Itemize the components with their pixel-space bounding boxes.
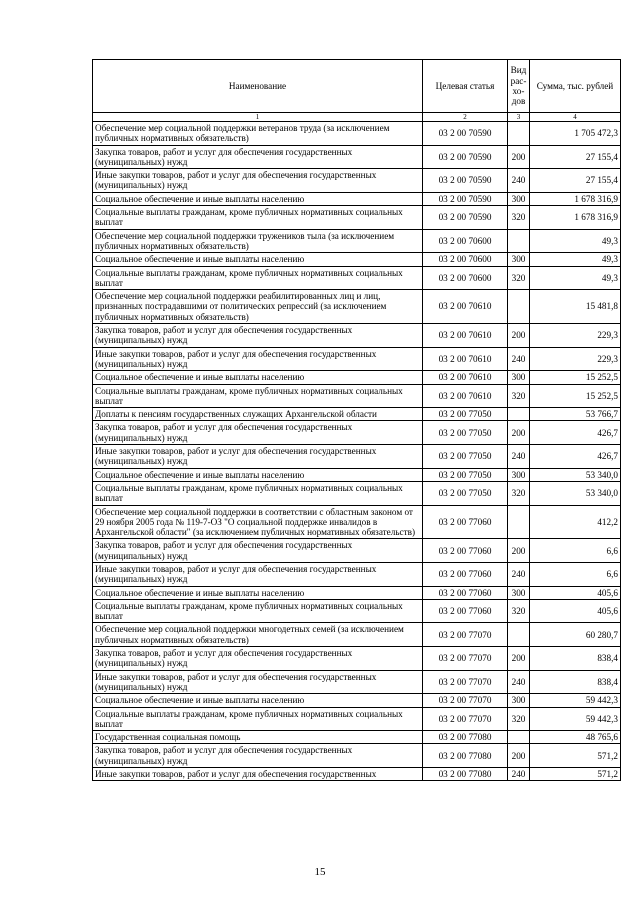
row-code: 03 2 00 70610 — [423, 324, 508, 348]
row-amount: 15 481,8 — [530, 290, 621, 324]
row-name: Социальное обеспечение и иные выплаты населению — [93, 694, 423, 707]
row-name: Обеспечение мер социальной поддержки многодетных семей (за исключением публичных нормативных обязательств) — [93, 623, 423, 647]
row-expense-type: 320 — [508, 206, 530, 230]
row-name: Социальные выплаты гражданам, кроме публичных нормативных социальных выплат — [93, 266, 423, 290]
row-code: 03 2 00 77050 — [423, 408, 508, 421]
table-row — [93, 408, 621, 421]
row-expense-type: 200 — [508, 324, 530, 348]
table-row — [93, 206, 621, 230]
row-expense-type — [508, 122, 530, 146]
table-row — [93, 670, 621, 694]
row-expense-type: 200 — [508, 145, 530, 169]
row-amount: 49,3 — [530, 229, 621, 253]
row-expense-type: 300 — [508, 192, 530, 205]
row-amount: 27 155,4 — [530, 169, 621, 193]
row-code: 03 2 00 77060 — [423, 505, 508, 539]
row-amount: 1 678 316,9 — [530, 192, 621, 205]
table-row — [93, 599, 621, 623]
row-name: Иные закупки товаров, работ и услуг для обеспечения государственных (муниципальных) нужд — [93, 347, 423, 371]
table-row — [93, 266, 621, 290]
table-row — [93, 229, 621, 253]
row-code: 03 2 00 70600 — [423, 253, 508, 266]
row-code: 03 2 00 70600 — [423, 229, 508, 253]
table-row — [93, 623, 621, 647]
row-code: 03 2 00 70590 — [423, 192, 508, 205]
row-expense-type: 300 — [508, 694, 530, 707]
row-expense-type: 240 — [508, 445, 530, 469]
row-amount: 53 340,0 — [530, 468, 621, 481]
row-name: Закупка товаров, работ и услуг для обеспечения государственных (муниципальных) нужд — [93, 647, 423, 671]
row-amount: 27 155,4 — [530, 145, 621, 169]
row-code: 03 2 00 77070 — [423, 670, 508, 694]
row-expense-type: 320 — [508, 599, 530, 623]
table-row — [93, 768, 621, 781]
row-code: 03 2 00 77060 — [423, 539, 508, 563]
row-expense-type — [508, 505, 530, 539]
row-name: Иные закупки товаров, работ и услуг для обеспечения государственных — [93, 768, 423, 781]
row-expense-type: 200 — [508, 539, 530, 563]
table-row — [93, 731, 621, 744]
table-row — [93, 192, 621, 205]
row-expense-type: 300 — [508, 468, 530, 481]
row-expense-type: 300 — [508, 586, 530, 599]
table-row — [93, 707, 621, 731]
row-name: Обеспечение мер социальной поддержки реабилитированных лиц и лиц, признанных пострадавшими от политических репрессий (за исключением публичных нормативных обязательств) — [93, 290, 423, 324]
row-amount: 15 252,5 — [530, 384, 621, 408]
row-expense-type: 240 — [508, 768, 530, 781]
row-code: 03 2 00 77060 — [423, 562, 508, 586]
row-name: Иные закупки товаров, работ и услуг для обеспечения государственных (муниципальных) нужд — [93, 445, 423, 469]
row-amount: 426,7 — [530, 421, 621, 445]
row-code: 03 2 00 70590 — [423, 145, 508, 169]
table-row — [93, 253, 621, 266]
row-code: 03 2 00 70600 — [423, 266, 508, 290]
header-code: Целевая статья — [423, 60, 508, 113]
table-row — [93, 505, 621, 539]
table-row — [93, 468, 621, 481]
row-expense-type: 240 — [508, 562, 530, 586]
row-name: Социальное обеспечение и иные выплаты населению — [93, 192, 423, 205]
header-expense-type: Вид рас-хо-дов — [508, 60, 530, 113]
row-amount: 49,3 — [530, 266, 621, 290]
row-amount: 838,4 — [530, 670, 621, 694]
row-expense-type — [508, 229, 530, 253]
column-number: 1 — [93, 113, 423, 122]
table-row — [93, 481, 621, 505]
table-row — [93, 744, 621, 768]
table-row — [93, 562, 621, 586]
row-expense-type: 320 — [508, 707, 530, 731]
row-amount: 412,2 — [530, 505, 621, 539]
row-code: 03 2 00 70590 — [423, 206, 508, 230]
row-expense-type: 200 — [508, 421, 530, 445]
row-code: 03 2 00 77080 — [423, 731, 508, 744]
row-amount: 59 442,3 — [530, 694, 621, 707]
row-code: 03 2 00 77050 — [423, 468, 508, 481]
budget-table — [92, 59, 621, 781]
row-expense-type — [508, 290, 530, 324]
row-code: 03 2 00 70610 — [423, 347, 508, 371]
table-row — [93, 347, 621, 371]
table-row — [93, 324, 621, 348]
row-name: Социальные выплаты гражданам, кроме публичных нормативных социальных выплат — [93, 206, 423, 230]
row-expense-type: 200 — [508, 647, 530, 671]
row-code: 03 2 00 77060 — [423, 586, 508, 599]
header-amount: Сумма, тыс. рублей — [530, 60, 621, 113]
row-code: 03 2 00 77070 — [423, 707, 508, 731]
row-amount: 6,6 — [530, 539, 621, 563]
table-row — [93, 122, 621, 146]
row-amount: 405,6 — [530, 586, 621, 599]
row-expense-type: 300 — [508, 371, 530, 384]
row-expense-type: 240 — [508, 169, 530, 193]
row-expense-type: 300 — [508, 253, 530, 266]
table-row — [93, 371, 621, 384]
row-name: Обеспечение мер социальной поддержки тружеников тыла (за исключением публичных нормативных обязательств) — [93, 229, 423, 253]
table-row — [93, 290, 621, 324]
row-code: 03 2 00 77060 — [423, 599, 508, 623]
row-amount: 571,2 — [530, 768, 621, 781]
row-expense-type: 200 — [508, 744, 530, 768]
row-expense-type: 240 — [508, 670, 530, 694]
row-expense-type: 320 — [508, 266, 530, 290]
row-name: Закупка товаров, работ и услуг для обеспечения государственных (муниципальных) нужд — [93, 421, 423, 445]
column-number: 2 — [423, 113, 508, 122]
table-body — [93, 60, 621, 781]
row-name: Социальные выплаты гражданам, кроме публичных нормативных социальных выплат — [93, 481, 423, 505]
row-expense-type — [508, 731, 530, 744]
row-expense-type: 320 — [508, 481, 530, 505]
row-code: 03 2 00 70590 — [423, 122, 508, 146]
table-row — [93, 421, 621, 445]
row-code: 03 2 00 70590 — [423, 169, 508, 193]
row-amount: 60 280,7 — [530, 623, 621, 647]
row-name: Социальное обеспечение и иные выплаты населению — [93, 371, 423, 384]
row-amount: 59 442,3 — [530, 707, 621, 731]
row-name: Закупка товаров, работ и услуг для обеспечения государственных (муниципальных) нужд — [93, 324, 423, 348]
table-row — [93, 445, 621, 469]
row-expense-type: 240 — [508, 347, 530, 371]
row-amount: 229,3 — [530, 324, 621, 348]
row-amount: 6,6 — [530, 562, 621, 586]
table-row — [93, 539, 621, 563]
header-row — [93, 60, 621, 113]
row-name: Социальные выплаты гражданам, кроме публичных нормативных социальных выплат — [93, 384, 423, 408]
row-name: Социальное обеспечение и иные выплаты населению — [93, 468, 423, 481]
page-number: 15 — [314, 866, 326, 878]
row-name: Иные закупки товаров, работ и услуг для обеспечения государственных (муниципальных) нужд — [93, 670, 423, 694]
row-amount: 53 766,7 — [530, 408, 621, 421]
row-name: Иные закупки товаров, работ и услуг для обеспечения государственных (муниципальных) нужд — [93, 562, 423, 586]
row-code: 03 2 00 70610 — [423, 371, 508, 384]
row-code: 03 2 00 77070 — [423, 623, 508, 647]
row-amount: 49,3 — [530, 253, 621, 266]
row-code: 03 2 00 77050 — [423, 421, 508, 445]
column-number-row — [93, 113, 621, 122]
row-name: Иные закупки товаров, работ и услуг для обеспечения государственных (муниципальных) нужд — [93, 169, 423, 193]
row-code: 03 2 00 77070 — [423, 647, 508, 671]
row-name: Закупка товаров, работ и услуг для обеспечения государственных (муниципальных) нужд — [93, 539, 423, 563]
row-name: Обеспечение мер социальной поддержки ветеранов труда (за исключением публичных нормативных обязательств) — [93, 122, 423, 146]
row-expense-type — [508, 408, 530, 421]
row-name: Социальные выплаты гражданам, кроме публичных нормативных социальных выплат — [93, 707, 423, 731]
row-name: Доплаты к пенсиям государственных служащих Архангельской области — [93, 408, 423, 421]
row-amount: 1 705 472,3 — [530, 122, 621, 146]
row-expense-type: 320 — [508, 384, 530, 408]
table-row — [93, 145, 621, 169]
table-row — [93, 586, 621, 599]
column-number: 3 — [508, 113, 530, 122]
row-amount: 405,6 — [530, 599, 621, 623]
row-name: Обеспечение мер социальной поддержки в соответствии с областным законом от 29 ноября 2005 года № 119-7-ОЗ "О социальной поддержке инвалидов в Архангельской области" (за исключением публичных нормативных обязательств) — [93, 505, 423, 539]
row-expense-type — [508, 623, 530, 647]
row-code: 03 2 00 70610 — [423, 290, 508, 324]
row-code: 03 2 00 70610 — [423, 384, 508, 408]
row-amount: 838,4 — [530, 647, 621, 671]
row-code: 03 2 00 77080 — [423, 768, 508, 781]
row-amount: 571,2 — [530, 744, 621, 768]
table-row — [93, 384, 621, 408]
header-name: Наименование — [93, 60, 423, 113]
row-amount: 15 252,5 — [530, 371, 621, 384]
row-amount: 229,3 — [530, 347, 621, 371]
row-name: Социальные выплаты гражданам, кроме публичных нормативных социальных выплат — [93, 599, 423, 623]
row-amount: 53 340,0 — [530, 481, 621, 505]
row-name: Государственная социальная помощь — [93, 731, 423, 744]
row-code: 03 2 00 77070 — [423, 694, 508, 707]
row-name: Закупка товаров, работ и услуг для обеспечения государственных (муниципальных) нужд — [93, 744, 423, 768]
row-code: 03 2 00 77080 — [423, 744, 508, 768]
row-name: Закупка товаров, работ и услуг для обеспечения государственных (муниципальных) нужд — [93, 145, 423, 169]
row-amount: 426,7 — [530, 445, 621, 469]
table-row — [93, 169, 621, 193]
row-code: 03 2 00 77050 — [423, 445, 508, 469]
row-name: Социальное обеспечение и иные выплаты населению — [93, 586, 423, 599]
table-row — [93, 647, 621, 671]
row-amount: 1 678 316,9 — [530, 206, 621, 230]
table-row — [93, 694, 621, 707]
row-name: Социальное обеспечение и иные выплаты населению — [93, 253, 423, 266]
column-number: 4 — [530, 113, 621, 122]
row-code: 03 2 00 77050 — [423, 481, 508, 505]
row-amount: 48 765,6 — [530, 731, 621, 744]
